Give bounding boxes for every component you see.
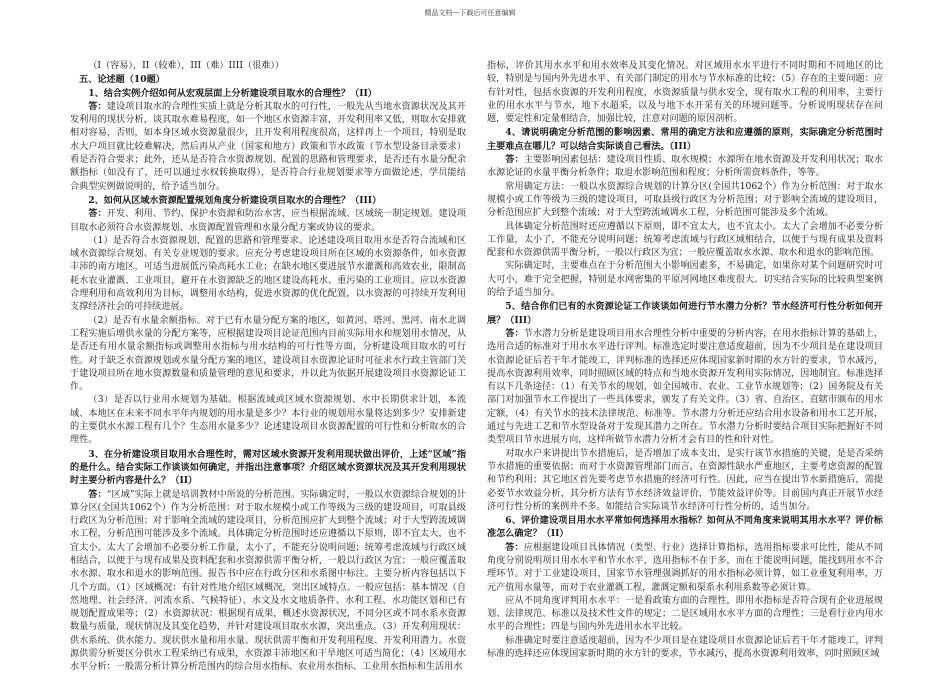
difficulty-legend: （I（容易），II（较难），III（难）IIII（很难）） <box>88 61 285 71</box>
answer-label: 答： <box>88 488 107 500</box>
answer-2-paragraph-3: （3）是否以行业用水规划为基础。根据流域或区域水资源规划、水中长期供求计划，本流域、本地区在未来不同水平年内规划的用水量是多少？本行业的规划用水量将达到多少？安排新建的主要供水水源工程有几个？生态用水量多少？论述建设项目水资源配置的可行性和分析取水的合理性。 <box>70 395 466 446</box>
question-1: 1、结合实例介绍如何从宏观层面上分析建设项目取水的合理性？（II） <box>88 87 377 99</box>
answer-6-text: 应根据建设项目具体情况（类型、行业）选择计算指标，选用指标要求可比性，能从不同角度分别说明项目用水水平和节水水平，选用指标不在于多，而在于能说明问题，能找到用水不合理环节。对于工业建设项目，国家节水管理强调抓好的用水指标必须计算，如工业重复利用率，万元产值用水量等，而对于农业灌溉工程，灌溉定额和渠系水利用系数等必须计算。 <box>487 542 884 593</box>
answer-2-paragraph-2: （2）是否有水量余额指标。对于已有水量分配方案的地区，如黄河、塔河、黑河、南水北调工程实施后增供水量的分配方案等，应根据建设项目论证范围内目前实际用水和规划用水情况，从是否还有用水量余额指标或调整用水指标与用水结构的可行性等方面，分析建设项目取水的可行性。对于缺乏水资源规划或水量分配方案的地区，建设项目水资源论证时可征求水行政主管部门关于建设项目所在地水资源数量和质量管理的意见和要求，并以此为依据开展建设项目水资源论证工作。 <box>70 315 466 393</box>
right-column <box>487 60 884 660</box>
answer-label: 答： <box>505 154 524 166</box>
answer-3-text: “区域”实际上就是培训教材中所说的分析范围。实际确定时，一般以水资源综合规划的计算分区(全国共1062个）作为分析范围：对于取水规模小或工作等级为三级的建设项目，可取县级行政区为分析范围；对于影响全流域的建设项目，分析范围应扩大到整个流域；对于大型跨流域调水工程，分析范围可能涉及多个流域。具体确定分析范围时还应遵循以下原则，即不宜太大，也不宜太小。太大了会增加不必要分析工作量，太小了，不能充分说明问题；统筹考虑流域与行政区域相结合，以便于与现有成果及资料配套和水资源供需平衡分析，一般以行政区为宜；一般应覆盖取水水源、取水和退水的影响范围。报告书中应在行政分区和水系图中标注。主要分析内容包括以下几个方面。（1）区域概况：有针对性地介绍区域概况，突出区域特点。一般应包括：基本情况（自然地理、社会经济、河流水系、气候特征）、水文及水文地质条件、水利工程、水功能区划和已有规划配置成果等；（2）水资源状况：根据现有成果，概述水资源状况，不同分区或不同水系水资源数量与质量，现状情况及其变化趋势，并针对建设项目取水水源，突出重点。（3）开发利用现状：供水系统、供水能力、现状供水量和用水量、现状供需平衡和开发利用程度、开发利用潜力。水资源供需分析要区分供水工程采纳已有成果，水资源丰沛地区和干旱地区可适当简化；（4）区域用水水平分析：一般需分析计算分析范围内的综合用水指标、农业用水指标、工业用水指标和生活用水 <box>70 489 466 673</box>
answer-4-text: 主要影响因素包括：建设项目性质、取水规模；水源所在地水资源及开发利用状况；取水水源论证的水量平衡分析条件；取退水影响范围和程度；分析所需资料条件，等等。 <box>487 155 884 179</box>
answer-label: 答： <box>88 100 107 112</box>
section-heading: 五、论述题（10题） <box>79 74 165 86</box>
answer-5-text: 节水潜力分析是建设项目用水合理性分析中重要的分析内容，在用水指标计算的基础上，选用合适的标准对于用水水平进行评判。标准选定时要注意适度超前，因为不少项目是在建设项目水资源论证后若干年才能竣工，评判标准的选择还应体现国家新时期的水方针的要求，节水减污，提高水资源利用效率，同时照顾区域的特点和当地水资源开发利用实际情况，因地制宜。标准选择有以下几条途径：（1）有关节水的规划，如全国城市、农业、工业节水规划等；（2）国务院及有关部门对加强节水工作提出了一些具体要求，颁发了有关文件。（3）省、自治区、直辖市颁布的用水定额，（4）有关节水的技术法律规范、标准等。节水潜力分析还应结合用水设备和用水工艺开展，通过与先进工艺和节水型设备对于发现其潜力之所在。节水潜力分析时要结合项目实际把握好不同类型项目节水进展方向，这样所做节水潜力分析才会有目的性和针对性。 <box>487 328 884 446</box>
answer-1 <box>70 100 466 194</box>
answer-3 <box>70 488 466 675</box>
answer-2-text: 开发、利用、节约、保护水资源和防治水害，应当根据流域、区域统一制定规划。建设项目取水必须符合水资源规划、水资源配置管理和水量分配方案或协议的要求。 <box>70 209 467 233</box>
question-4: 4、请说明确定分析范围的影响因素、常用的确定方法和应遵循的原则，实际确定分析范围时主要难点在哪儿？可以结合实际谈自己看法。（III） <box>487 127 883 152</box>
answer-5 <box>487 327 883 448</box>
question-3: 3、在分析建设项目取用水合理性时，需对区域水资源开发利用现状做出评价，上述“区域”指的是什么。结合实际工作谈谈如何确定，并指出注意事项？介绍区域水资源状况及其开发利用现状时主要分析内容是什么？（II） <box>70 448 466 487</box>
answer-2 <box>70 207 466 235</box>
answer-4-paragraph-3: 实际确定时，主要难点在于分析范围大小影响因素多，不易确定，如果你对某个问题研究时可大可小，难于完全把握，特别是水网密集的平原河网地区难度很大。切实结合实际的比较典型案例的给予适当加分。 <box>487 261 883 299</box>
answer-4 <box>487 153 883 181</box>
answer-6 <box>487 541 883 595</box>
question-6: 6、评价建设项目用水水平常如何选择用水指标？如何从不同角度来说明其用水水平？评价标准怎么确定？（II） <box>487 515 883 540</box>
answer-label: 答： <box>88 208 107 220</box>
answer-6-paragraph-1: 应从不同角度评判用水水平：一是看政策方面的合理性，即用水指标是否符合现有企业进展规划、法律规范、标准以及技术性文件的规定；二是区域用水水平方面的合理性；三是看行业内用水水平的合理性；四是与国内外先进用水水平比较。 <box>487 595 883 633</box>
page-header: 精品文档---下载后可任意编辑 <box>424 9 516 17</box>
answer-2-paragraph-1: （1）是否符合水资源规划、配置的思路和管理要求。论述建设项目取用水是否符合流域和区域水资源综合规划、有关专业规划的要求。应充分考虑建设项目所在区域的水资源条件，如水资源丰沛的南方地区，可适当进展低污染高耗水工业；在缺水地区要进展节水灌溉和高效农业，限制高耗水农业灌溉、工业项目，避开在水资源缺乏的地区建设高耗水、重污染的工业项目。应以水资源合理利用和高效利用为目标，调整用水结构，促进水资源的优化配置，以水资源的可持续开发利用支撑经济社会的可持续进展。 <box>70 235 466 313</box>
answer-5-paragraph-1: 对取水户来讲提出节水措施后，是否增加了成本支出，是实行该节水措施的关键，是是否采纳节水措施的重要依据；而对于水资源管理部门而言，在资源性缺水严重地区，主要考虑资源的配置和节约利用；其它地区首先要考虑节水措施的经济可行性。因此，应当在提出节水新措施后，需提必要节水效益分析，其分析方法有节水经济效益评价，节能效益评价等。目前国内真正开展节水经济可行性分析的案例并不多。如能结合实际谈节水经济可行性分析的，适当加分。 <box>487 448 883 512</box>
answer-1-text: 建设项目取水的合理性实质上就是分析其取水的可行性，一般先从当地水资源状况及其开发利用的现状分析，谈其取水难易程度，如一个地区水资源丰富，开发利用率又低，则取水安排就相对容易，否则，如本身区域水资源量很少，且开发利用程度很高，这样再上一个项目，特别是取水大户项目就比较难解决，然后再从产业（国家和地方）政策和节水政策（节水型设备目录要求）看是否符合要求；此外，还从是否符合水资源规划、配置的思路和管理要求，是否还有水量分配余额指标（如没有了，还可以通过水权转换取得），是否符合行业规划要求等方面做论述，学员能结合典型实例做说明的，给予适当加分。 <box>70 101 467 192</box>
answer-label: 答： <box>505 541 524 553</box>
answer-4-paragraph-2: 具体确定分析范围时还应遵循以下原则，即不宜太大，也不宜太小。太大了会增加不必要分析工作量，太小了，不能充分说明问题；统筹考虑流域与行政区域相结合，以便于与现有成果及资料配套和水资源供需平衡分析，一般以行政区为宜；一般应覆盖取水水源、取水和退水的影响范围。 <box>487 221 883 259</box>
question-2: 2、如何从区域水资源配置规划角度分析建设项目取水的合理性？（III） <box>88 194 382 206</box>
answer-3-continued: 指标，评价其用水水平和用水效率及其变化情况。对区域用水水平进行不同时期和不同地区的比较，特别是与国内外先进水平、有关部门制定的用水与节水标准的比较；（5）存在的主要问题：应有针对性，包括水资源的开发利用程度，水资源质量与供水安全，现有取水工程的利用率，主要行业的用水水平与节水，地下水超采，以及与地下水开采有关的环境问题等。分析说明现状存在问题，要定性和定量相结合，加强比较，注意对问题的原因剖析。 <box>487 61 883 125</box>
left-column <box>70 60 467 673</box>
question-5: 5、结合你们已有的水资源论证工作谈谈如何进行节水潜力分析？节水经济可行性分析如何开展？（III） <box>487 301 883 326</box>
answer-label: 答： <box>505 327 524 339</box>
answer-4-paragraph-1: 常用确定方法：一般以水资源综合规划的计算分区(全国共1062个）作为分析范围：对于取水规模小或工作等级为三级的建设项目，可取县级行政区为分析范围；对于影响全流域的建设项目，分析范围应扩大到整个流域；对于大型跨流域调水工程，分析范围可能涉及多个流域。 <box>487 181 883 219</box>
answer-6-paragraph-2: 标准确定时要注意适度超前，因为不少项目是在建设项目水资源论证后若干年才能竣工，评判标准的选择还应体现国家新时期的水方针的要求，节水减污，提高水资源利用效率，同时照顾区域 <box>487 635 883 660</box>
